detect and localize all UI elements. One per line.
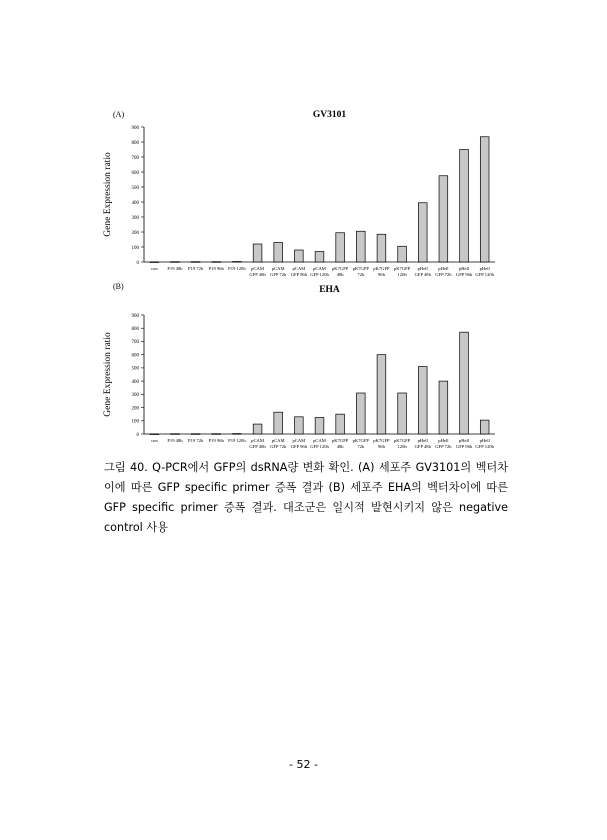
x-tick-label-line: 96h: [377, 272, 385, 277]
x-tick-label-line: 72h: [357, 444, 365, 449]
x-tick-label-line: pK7GFP: [373, 266, 390, 271]
x-tick-label: [456, 266, 473, 277]
page-number: - 52 -: [289, 758, 318, 771]
x-tick-label-line: pHell: [438, 266, 449, 271]
bar: [480, 137, 489, 262]
x-tick-label-line: pK7GFP: [373, 438, 390, 443]
x-tick-label-line: pCAM: [313, 438, 326, 443]
bar: [171, 262, 180, 263]
x-tick-label: [228, 438, 246, 443]
panel-label: (B): [113, 282, 124, 291]
bar: [315, 252, 324, 263]
x-tick-label-line: pK7GFP: [331, 438, 349, 443]
y-tick-label: 800: [131, 140, 139, 146]
x-tick-label: [188, 266, 204, 271]
chart-title: GV3101: [312, 110, 347, 120]
bar: [315, 417, 324, 434]
x-tick-label-line: GFP 96h: [290, 444, 308, 449]
x-tick-label-line: pK7GFP: [393, 438, 411, 443]
bar: [233, 434, 242, 435]
bar: [439, 176, 448, 262]
bar: [460, 332, 469, 434]
y-tick-label: 0: [136, 260, 139, 266]
x-tick-label-line: P19 48h: [167, 266, 183, 271]
x-tick-label-line: pHell: [417, 266, 428, 271]
x-tick-label-line: GFP 96h: [455, 444, 473, 449]
x-tick-label-line: pHell: [479, 266, 490, 271]
x-tick-label-line: pHell: [458, 438, 470, 443]
y-tick-label: 600: [131, 353, 139, 359]
x-tick-label-line: P19 48h: [167, 438, 183, 443]
y-tick-label: 300: [131, 215, 139, 221]
x-tick-label: [151, 438, 158, 443]
bar: [439, 381, 448, 434]
x-tick-label-line: pCAM: [271, 438, 285, 443]
bar: [418, 367, 427, 434]
x-tick-label-line: pCAM: [292, 266, 306, 271]
x-tick-label: [415, 266, 432, 277]
x-tick-label-line: 96h: [377, 444, 385, 449]
x-tick-label-line: GFP 72h: [435, 444, 452, 449]
x-tick-label: [249, 438, 266, 449]
bar: [336, 233, 345, 262]
bar: [253, 424, 262, 434]
x-tick-label-line: 72h: [357, 272, 365, 277]
bar: [274, 412, 283, 434]
figure-caption: 그림 40. Q-PCR에서 GFP의 dsRNA량 변화 확인. (A) 세포주 GV3101의 벡터차이에 따른 GFP specific primer 증폭 결과 (B) 세포주 EHA의 벡터차이에 따른 GFP specific primer 증폭 결과. 대조군은 일시적 발현시키지 않은 negative control 사용: [104, 461, 508, 534]
y-tick-label: 300: [131, 393, 139, 399]
y-tick-label: 800: [131, 327, 139, 333]
bar: [295, 417, 304, 434]
x-tick-label: [209, 438, 225, 443]
bar: [150, 434, 159, 435]
x-tick-label-line: pK7GFP: [331, 266, 349, 271]
x-tick-label-line: pHell: [479, 438, 490, 443]
bar: [274, 243, 283, 263]
x-tick-label-line: GFP 72h: [270, 444, 287, 449]
x-tick-label-line: pK7GFP: [352, 266, 369, 271]
x-tick-label: [475, 438, 494, 449]
x-tick-label-line: P19 72h: [188, 438, 204, 443]
y-tick-label: 0: [136, 432, 139, 438]
x-tick-label-line: con: [151, 266, 158, 271]
x-tick-label: [394, 266, 411, 277]
x-tick-label: [167, 266, 183, 271]
x-tick-label: [291, 266, 308, 277]
x-tick-label-line: GFP 48h: [249, 444, 266, 449]
y-tick-label: 900: [131, 313, 139, 319]
x-tick-label-line: con: [151, 438, 158, 443]
bar: [377, 234, 386, 262]
x-tick-label-line: P19 96h: [208, 266, 224, 271]
bar: [377, 355, 386, 434]
x-tick-label: [435, 266, 452, 277]
x-tick-label-line: pHell: [438, 438, 449, 443]
x-tick-label: [310, 266, 329, 277]
y-tick-label: 100: [131, 245, 139, 251]
x-tick-label-line: GFP 72h: [270, 272, 287, 277]
x-tick-label-line: GFP 96h: [455, 272, 473, 277]
y-tick-label: 400: [131, 379, 139, 385]
x-tick-label: [456, 438, 473, 449]
y-axis-label: Gene Expression ratio: [103, 332, 113, 417]
x-tick-label: [151, 266, 158, 271]
y-tick-label: 900: [131, 125, 139, 131]
x-tick-label-line: P19 120h: [228, 438, 246, 443]
bar: [460, 150, 469, 263]
x-tick-label: [415, 438, 432, 449]
x-tick-label-line: P19 120h: [228, 266, 246, 271]
x-tick-label-line: pCAM: [251, 266, 264, 271]
x-tick-label-line: GFP 48h: [414, 272, 431, 277]
bar: [212, 434, 221, 435]
y-axis-label: Gene Expression ratio: [103, 152, 113, 237]
y-tick-label: 400: [131, 200, 139, 206]
x-tick-label: [167, 438, 183, 443]
chart-eha: [98, 280, 508, 455]
x-tick-label-line: 120h: [397, 272, 407, 277]
bar: [233, 262, 242, 263]
x-tick-label-line: pK7GFP: [393, 266, 411, 271]
y-tick-label: 700: [131, 340, 139, 346]
x-tick-label: [373, 438, 390, 449]
bar: [398, 393, 407, 434]
bar: [150, 262, 159, 263]
x-tick-label-line: pHell: [417, 438, 428, 443]
x-tick-label-line: P19 72h: [188, 266, 204, 271]
y-tick-label: 500: [131, 366, 139, 372]
x-tick-label: [373, 266, 390, 277]
x-tick-label: [209, 266, 225, 271]
x-tick-label-line: pCAM: [271, 266, 285, 271]
bar: [480, 420, 489, 434]
x-tick-label-line: 48h: [336, 444, 344, 449]
x-tick-label-line: GFP 120h: [310, 272, 329, 277]
x-tick-label: [249, 266, 266, 277]
y-tick-label: 200: [131, 230, 139, 236]
x-tick-label-line: pK7GFP: [352, 438, 369, 443]
panel-label: (A): [113, 110, 125, 119]
x-tick-label: [435, 438, 452, 449]
x-tick-label-line: GFP 72h: [435, 272, 452, 277]
x-tick-label-line: GFP 120h: [475, 272, 494, 277]
bar-chart-svg: [98, 105, 508, 290]
x-tick-label-line: P19 96h: [208, 438, 224, 443]
y-tick-label: 100: [131, 419, 139, 425]
bar: [418, 203, 427, 262]
x-tick-label-line: GFP 120h: [475, 444, 494, 449]
bar: [398, 246, 407, 262]
bar: [295, 250, 304, 262]
x-tick-label-line: 120h: [397, 444, 407, 449]
x-tick-label: [353, 266, 370, 277]
x-tick-label: [394, 438, 411, 449]
x-tick-label: [291, 438, 308, 449]
y-tick-label: 500: [131, 185, 139, 191]
x-tick-label: [188, 438, 204, 443]
bar-chart-svg: [98, 280, 508, 455]
y-tick-label: 200: [131, 406, 139, 412]
x-tick-label-line: pCAM: [313, 266, 326, 271]
x-tick-label-line: GFP 48h: [414, 444, 431, 449]
chart-gv3101: [98, 105, 508, 290]
x-tick-label: [270, 266, 287, 277]
x-tick-label: [353, 438, 370, 449]
x-tick-label-line: GFP 96h: [290, 272, 308, 277]
y-tick-label: 600: [131, 170, 139, 176]
bar: [356, 231, 365, 262]
x-tick-label: [332, 266, 349, 277]
x-tick-label-line: GFP 120h: [310, 444, 329, 449]
x-tick-label-line: pCAM: [251, 438, 264, 443]
x-tick-label: [228, 266, 246, 271]
bar: [191, 262, 200, 263]
bar: [356, 393, 365, 434]
bar: [191, 434, 200, 435]
x-tick-label: [332, 438, 349, 449]
x-tick-label-line: 48h: [336, 272, 344, 277]
bar: [336, 414, 345, 434]
x-tick-label: [475, 266, 494, 277]
x-tick-label: [270, 438, 287, 449]
chart-title: EHA: [319, 285, 340, 295]
x-tick-label-line: pCAM: [292, 438, 306, 443]
bar: [212, 262, 221, 263]
bar: [253, 244, 262, 262]
y-tick-label: 700: [131, 155, 139, 161]
bar: [171, 434, 180, 435]
x-tick-label-line: GFP 48h: [249, 272, 266, 277]
x-tick-label-line: pHell: [458, 266, 470, 271]
x-tick-label: [310, 438, 329, 449]
